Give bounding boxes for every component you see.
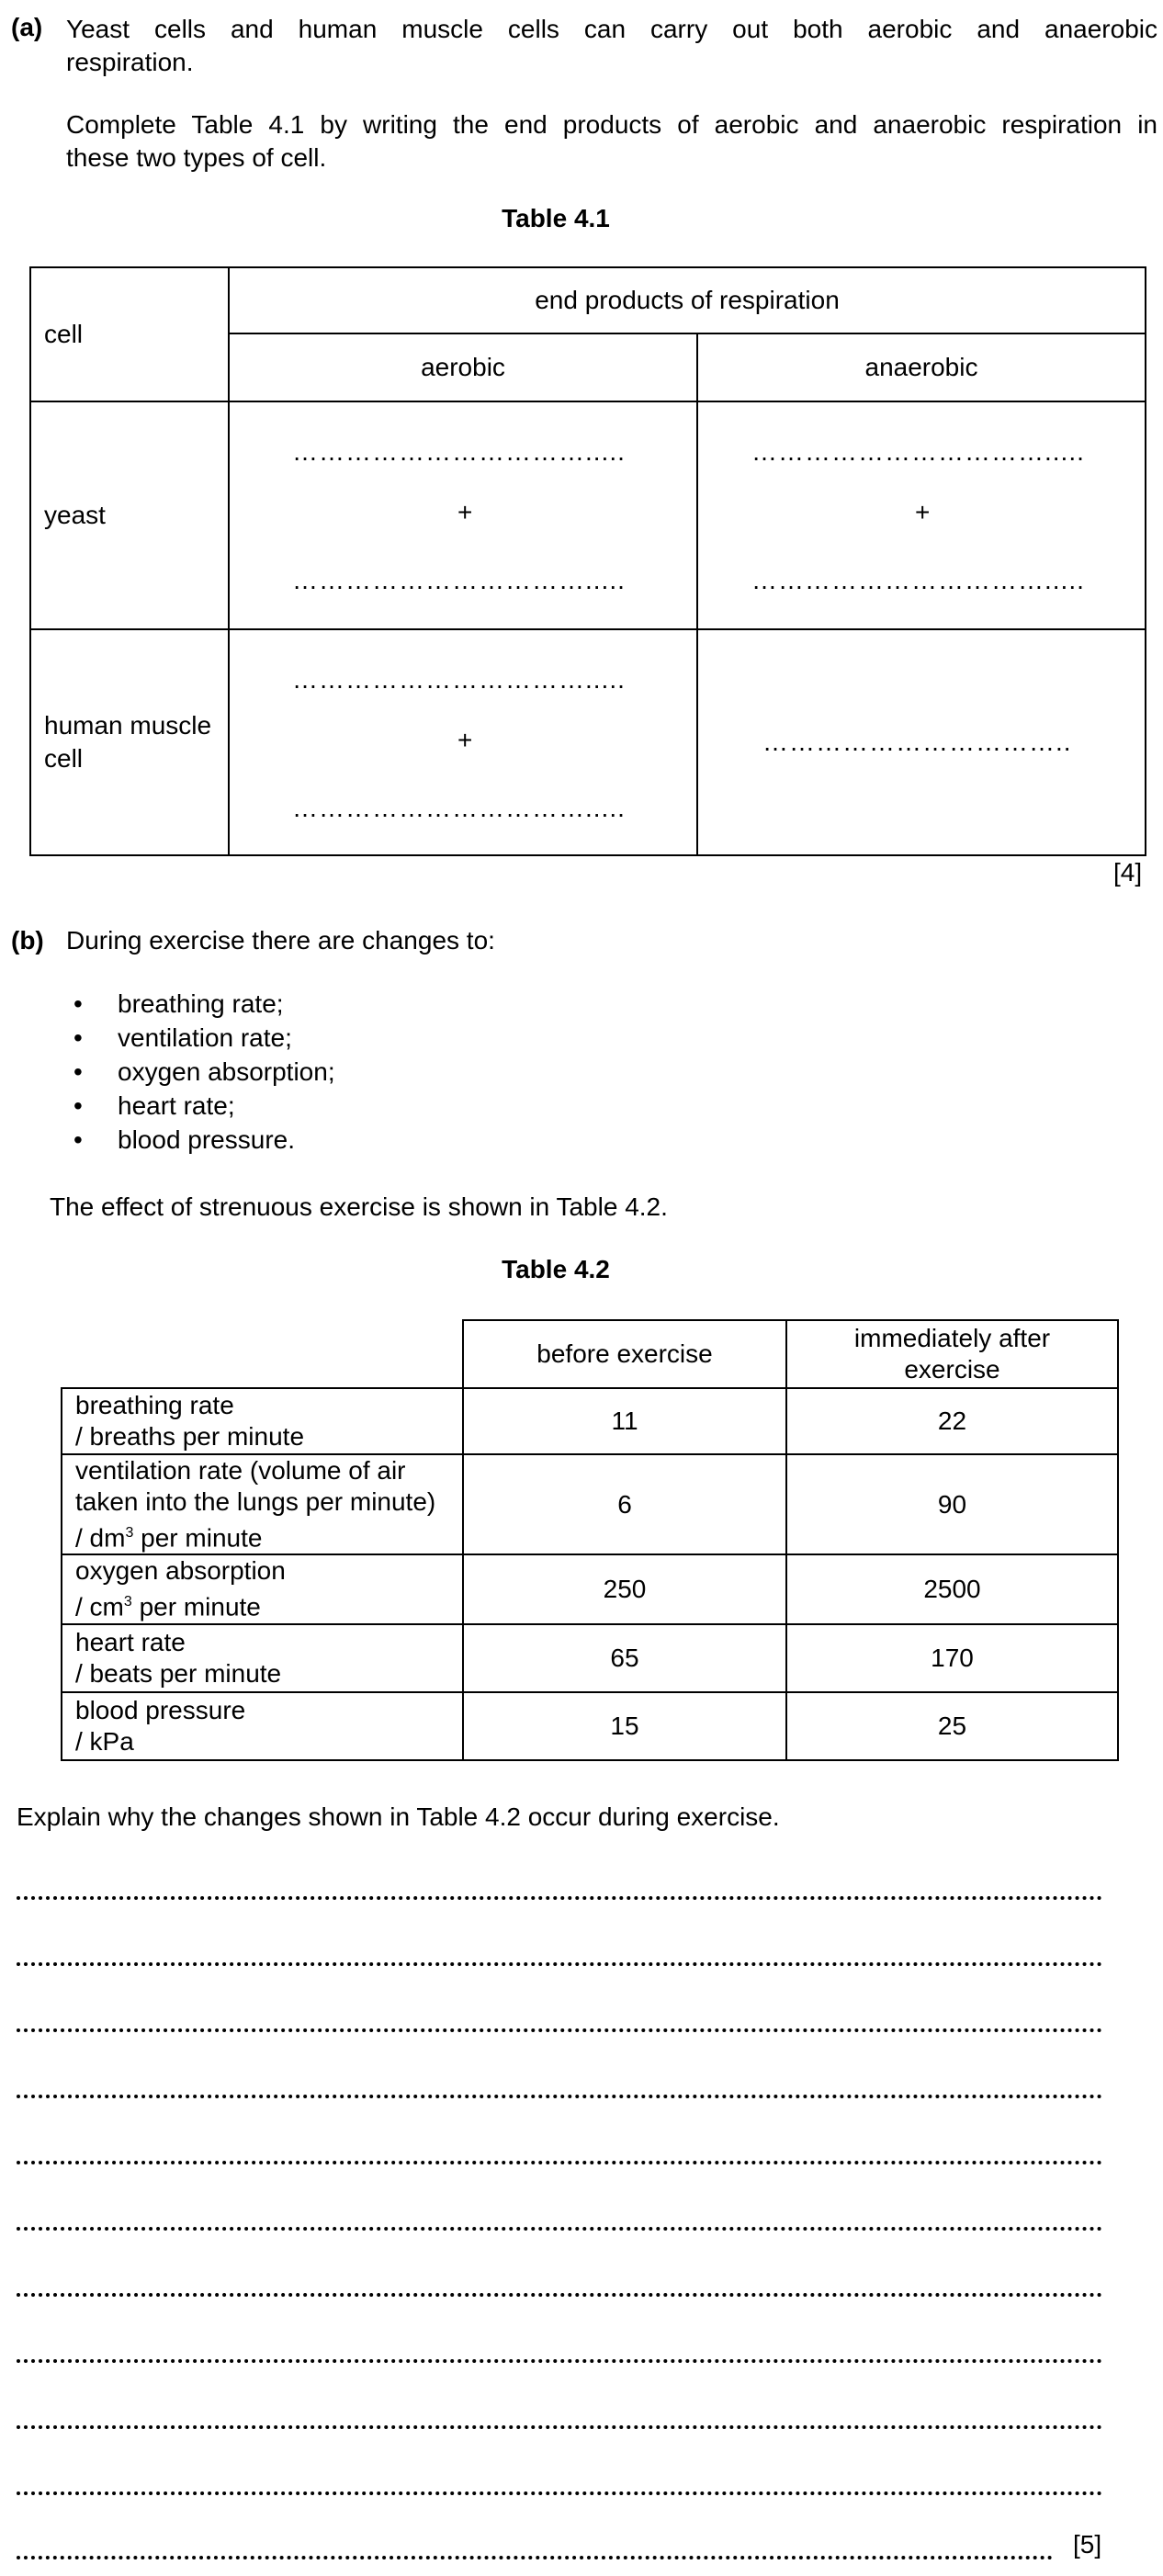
t1-muscle-aerobic-cell [229, 629, 697, 855]
t2-before-value: 65 [463, 1624, 786, 1692]
table-4-1-title: Table 4.1 [502, 204, 610, 232]
t2-before-value: 15 [463, 1692, 786, 1760]
t2-row-label-line2: / beats per minute [75, 1658, 282, 1688]
t2-before-value: 11 [463, 1388, 786, 1454]
unit-text-suffix: per minute [133, 1523, 263, 1553]
answer-blank[interactable]: ……………………………..... [751, 437, 1085, 466]
explain-text: Explain why the changes shown in Table 4.2 occur during exercise. [17, 1802, 780, 1831]
t1-row-human-muscle-line1: human muscle [44, 711, 212, 740]
t1-yeast-anaerobic-cell [697, 401, 1146, 629]
answer-line[interactable] [17, 2028, 1102, 2032]
marks-a: [4] [1113, 858, 1143, 887]
part-a-intro-line2: respiration. [66, 48, 194, 76]
marks-b: [5] [1073, 2530, 1102, 2559]
t2-row-label-line1: blood pressure [75, 1695, 246, 1724]
t2-row-label-line1: oxygen absorption [75, 1556, 286, 1586]
t2-after-value: 170 [786, 1624, 1118, 1692]
t2-after-value: 2500 [786, 1554, 1118, 1623]
unit-text: / dm [75, 1523, 126, 1553]
answer-line[interactable] [17, 2556, 1053, 2559]
t2-row-label-line1: heart rate [75, 1627, 186, 1656]
t2-col-after-line2: exercise [904, 1355, 1000, 1384]
t2-row-label-line1: breathing rate [75, 1391, 234, 1419]
plus-sign: + [457, 726, 473, 754]
answer-blank[interactable]: …………………………….. [762, 728, 1072, 756]
list-item: • heart rate; [29, 1089, 581, 1123]
table-row [62, 1692, 1118, 1760]
list-item: • oxygen absorption; [29, 1055, 581, 1089]
table-4-2-title: Table 4.2 [502, 1255, 610, 1283]
answer-line[interactable] [17, 2161, 1102, 2164]
t2-col-before: before exercise [463, 1320, 786, 1388]
t2-empty-corner [62, 1320, 463, 1388]
table-row [62, 1454, 1118, 1554]
t2-row-label [62, 1454, 463, 1554]
answer-line[interactable] [17, 1896, 1102, 1900]
list-item: • ventilation rate; [29, 1021, 581, 1055]
answer-blank[interactable]: ……………………………..... [292, 437, 626, 466]
t2-row-label-line2 [75, 1587, 462, 1622]
t1-yeast-aerobic-cell [229, 401, 697, 629]
unit-superscript: 3 [125, 1525, 134, 1541]
effect-text: The effect of strenuous exercise is shown in Table 4.2. [50, 1192, 668, 1221]
unit-text-suffix: per minute [131, 1592, 261, 1621]
t2-row-label-line2: / kPa [75, 1726, 134, 1756]
t2-after-value: 22 [786, 1388, 1118, 1454]
t1-header-cell: cell [30, 267, 229, 401]
t2-row-label-line1: ventilation rate (volume of air [75, 1456, 406, 1485]
answer-line[interactable] [17, 2425, 1102, 2429]
list-item: • breathing rate; [29, 987, 581, 1021]
table-4-2 [61, 1319, 1119, 1761]
t2-row-label-line2: taken into the lungs per minute) [75, 1487, 436, 1516]
part-a-intro-line1: Yeast cells and human muscle cells can carry out both aerobic and anaerobic [66, 15, 1157, 43]
t2-row-label [62, 1624, 463, 1692]
t2-after-value: 90 [786, 1454, 1118, 1554]
t2-col-after-line1: immediately after [853, 1324, 1051, 1352]
t2-row-label [62, 1692, 463, 1760]
list-item: • blood pressure. [29, 1123, 581, 1157]
answer-line[interactable] [17, 2095, 1102, 2098]
answer-line[interactable] [17, 2491, 1102, 2495]
part-a-instruction-line1: Complete Table 4.1 by writing the end products of aerobic and anaerobic respiration in [66, 110, 1157, 139]
t2-row-label [62, 1554, 463, 1623]
answer-line[interactable] [17, 2359, 1102, 2363]
t2-row-label [62, 1388, 463, 1454]
plus-sign: + [457, 498, 473, 526]
t2-col-after [786, 1320, 1118, 1388]
answer-line[interactable] [17, 1962, 1102, 1966]
question-label-a: (a) [11, 13, 43, 41]
answer-blank[interactable]: ……………………………..... [751, 566, 1085, 594]
t2-before-value: 250 [463, 1554, 786, 1623]
answer-line[interactable] [17, 2293, 1102, 2297]
t2-row-label-line3 [75, 1518, 462, 1554]
table-row [62, 1388, 1118, 1454]
t2-before-value: 6 [463, 1454, 786, 1554]
question-label-b: (b) [11, 926, 44, 955]
answer-blank[interactable]: ……………………………..... [292, 665, 626, 694]
t1-muscle-anaerobic-cell [697, 629, 1146, 855]
answer-blank[interactable]: ……………………………..... [292, 566, 626, 594]
t1-row-yeast: yeast [30, 401, 229, 629]
part-b-intro: During exercise there are changes to: [66, 926, 495, 955]
t1-row-human-muscle [30, 629, 229, 855]
unit-superscript: 3 [123, 1594, 132, 1610]
t1-row-human-muscle-line2: cell [44, 744, 84, 773]
t1-header-end-products: end products of respiration [229, 267, 1146, 333]
table-row [62, 1624, 1118, 1692]
t1-col-anaerobic: anaerobic [697, 333, 1146, 401]
change-list [29, 987, 581, 1157]
answer-line[interactable] [17, 2227, 1102, 2231]
answer-blank[interactable]: ……………………………..... [292, 794, 626, 822]
table-row [62, 1554, 1118, 1623]
t2-row-label-line2: / breaths per minute [75, 1422, 305, 1451]
t2-after-value: 25 [786, 1692, 1118, 1760]
table-4-1 [29, 266, 1146, 856]
plus-sign: + [915, 498, 931, 526]
unit-text: / cm [75, 1592, 124, 1621]
part-a-instruction-line2: these two types of cell. [66, 143, 327, 172]
t1-col-aerobic: aerobic [229, 333, 697, 401]
